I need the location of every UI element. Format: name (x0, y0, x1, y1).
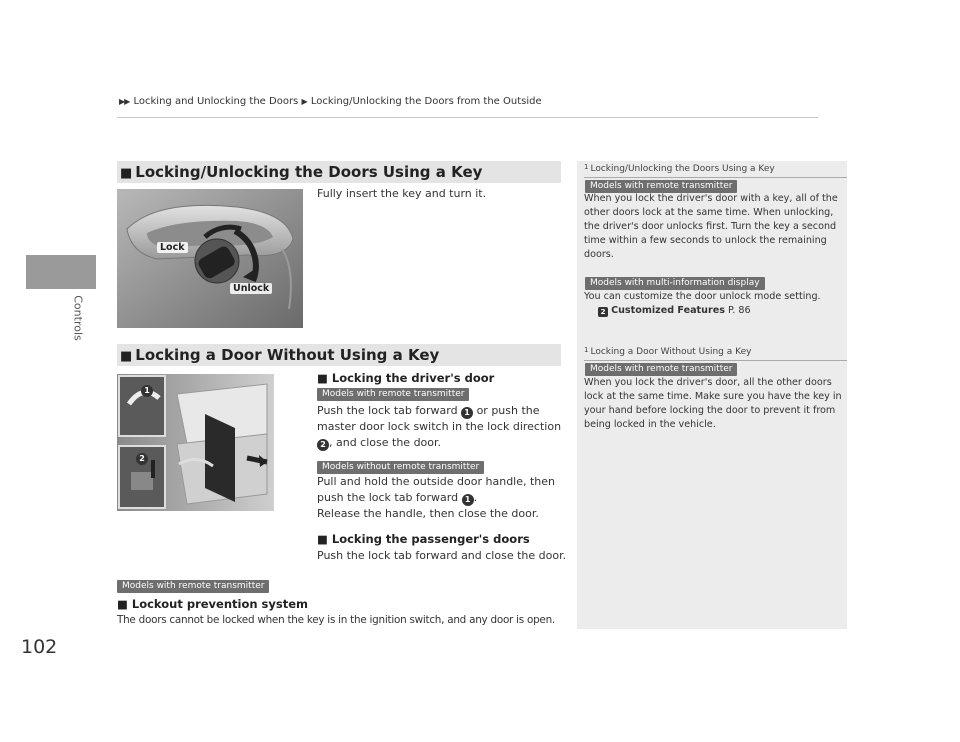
section-heading-without-key (117, 344, 561, 366)
note-key-remote-text: When you lock the driver's door with a key, all of the other doors lock at the same time. When unlocking, the driver's door unlocks first. Turn the key a second time within a few seconds to unlock the remaining doors. (584, 193, 838, 260)
note-marker-icon: 1 (584, 346, 589, 354)
breadcrumb (119, 96, 542, 107)
key-instruction: Fully insert the key and turn it. (317, 187, 487, 200)
remote-transmitter-badge: Models with remote transmitter (585, 363, 737, 376)
lockout-prevention-heading: ■ Lockout prevention system (117, 597, 309, 611)
note-title-without-key (584, 346, 751, 357)
note-cross-reference[interactable] (598, 304, 856, 318)
section-heading-key (117, 161, 561, 183)
section-bullet-icon: ■ (120, 349, 133, 364)
callout-2-icon: 2 (317, 439, 329, 451)
callout-1-icon: 1 (461, 407, 473, 419)
header-divider (117, 117, 818, 118)
callout-1-icon: 1 (141, 385, 153, 397)
no-remote-transmitter-badge: Models without remote transmitter (317, 461, 484, 474)
no-remote-text-2b: . (473, 491, 478, 504)
driver-remote-instructions (317, 403, 567, 451)
passenger-doors-text: Push the lock tab forward and close the door. (317, 549, 567, 562)
note-title-key (584, 163, 775, 174)
lockout-prevention-text: The doors cannot be locked when the key is in the ignition switch, and any door is open. (117, 614, 555, 626)
door-handle-key-image (117, 189, 303, 328)
page-number: 102 (21, 636, 58, 658)
note-divider (584, 360, 847, 361)
callout-2-icon: 2 (136, 453, 148, 465)
note-marker-icon: 1 (584, 163, 589, 171)
note-without-key-text: When you lock the driver's door, all the other doors lock at the same time. Make sure you have the key in your hand before locking the door to prevent it from being locked in the vehicle. (584, 377, 842, 430)
section-tab (26, 255, 96, 289)
breadcrumb-arrow-icon: ▶▶ (119, 97, 130, 106)
no-remote-text-2a: push the lock tab forward (317, 491, 462, 504)
key-lock-illustration (117, 189, 303, 328)
no-remote-text-1: Pull and hold the outside door handle, then (317, 475, 556, 488)
lock-label: Lock (157, 242, 188, 253)
remote-transmitter-badge: Models with remote transmitter (117, 580, 269, 593)
no-remote-text-3: Release the handle, then close the door. (317, 507, 539, 520)
section-title: Locking/Unlocking the Doors Using a Key (135, 163, 483, 181)
reference-arrow-icon: 2 (598, 307, 608, 317)
note-customize-text: You can customize the door unlock mode setting. (584, 291, 821, 302)
reference-page[interactable]: P. 86 (727, 305, 751, 316)
breadcrumb-item-locking-unlocking[interactable]: Locking and Unlocking the Doors (133, 96, 299, 107)
reference-title[interactable]: Customized Features (611, 305, 725, 316)
remote-text-3: , and close the door. (329, 436, 442, 449)
remote-transmitter-badge: Models with remote transmitter (585, 180, 737, 193)
note-divider (584, 177, 847, 178)
unlock-label: Unlock (230, 283, 272, 294)
breadcrumb-separator-icon: ▶ (301, 97, 307, 106)
driver-no-remote-instructions (317, 474, 567, 522)
section-title: Locking a Door Without Using a Key (135, 346, 440, 364)
passenger-doors-heading: ■ Locking the passenger's doors (317, 532, 530, 546)
note-title-text: Locking a Door Without Using a Key (590, 347, 752, 357)
door-lock-tab-image (117, 374, 274, 511)
remote-text-2: master door lock switch in the lock direction (317, 420, 562, 433)
section-bullet-icon: ■ (120, 166, 133, 181)
remote-text-1a: Push the lock tab forward (317, 404, 462, 417)
door-lock-tab-illustration (117, 374, 274, 511)
driver-door-heading: ■ Locking the driver's door (317, 371, 495, 385)
callout-1-icon: 1 (462, 494, 474, 506)
multi-info-display-badge: Models with multi-information display (585, 277, 765, 290)
section-label: Controls (71, 295, 85, 341)
breadcrumb-item-from-outside[interactable]: Locking/Unlocking the Doors from the Outside (310, 96, 542, 107)
remote-transmitter-badge: Models with remote transmitter (317, 388, 469, 401)
note-title-text: Locking/Unlocking the Doors Using a Key (590, 164, 775, 174)
remote-text-1b: or push the (473, 404, 540, 417)
